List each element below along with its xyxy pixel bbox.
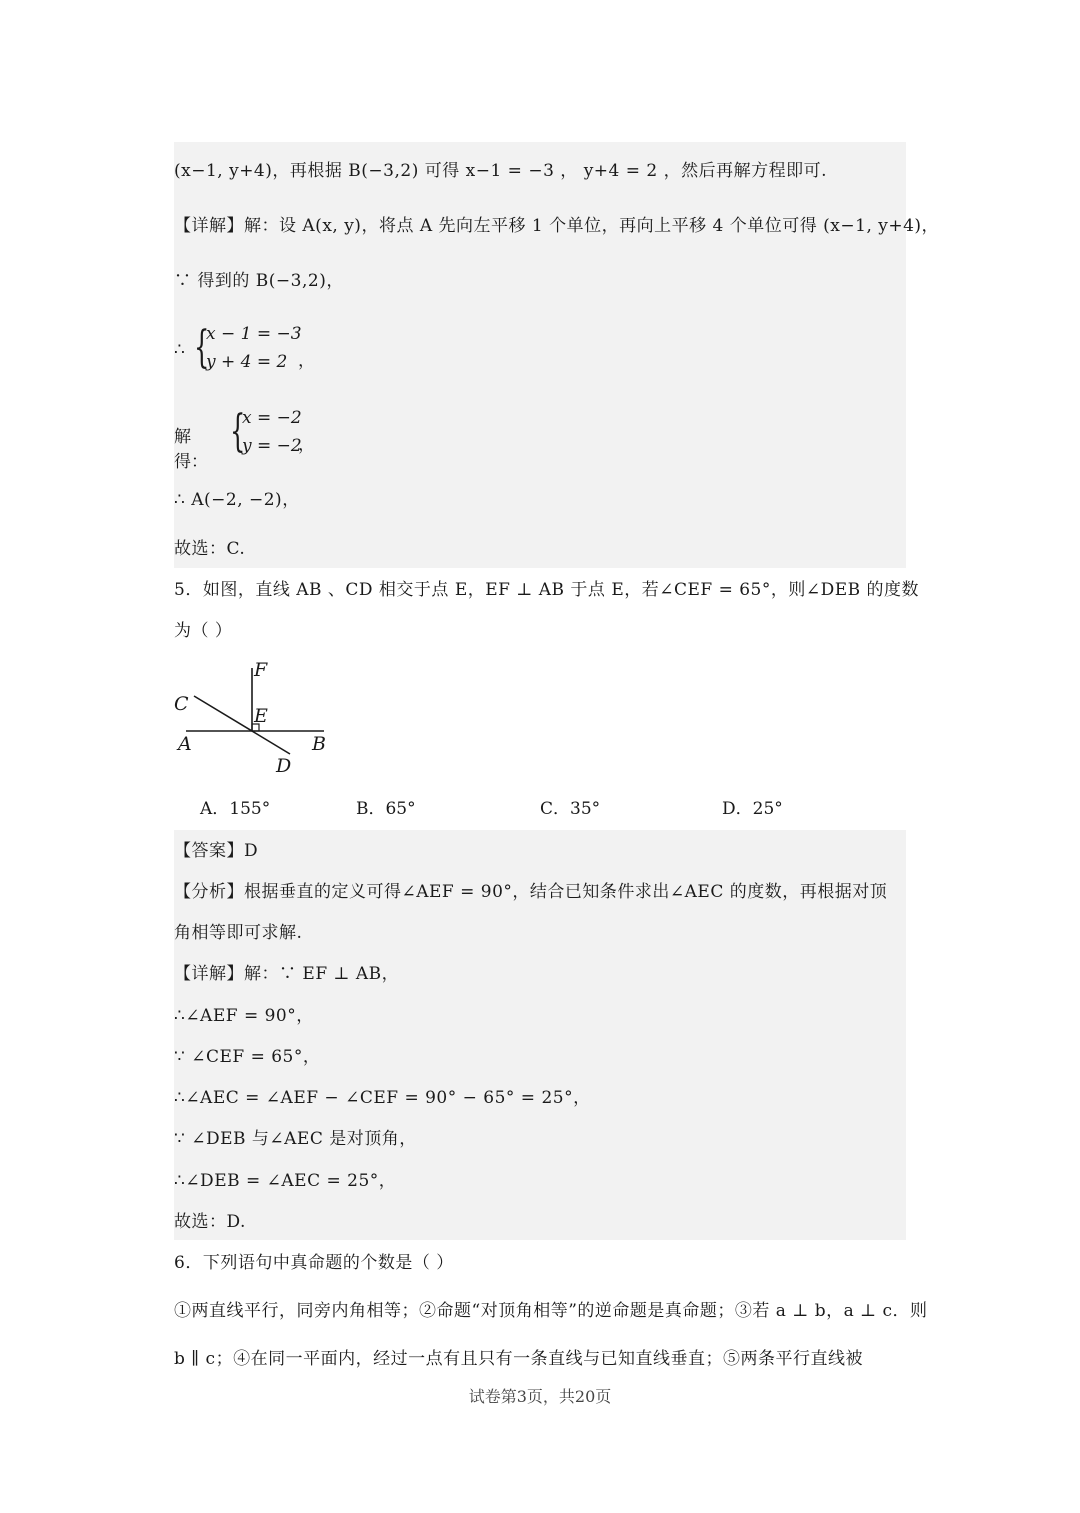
page-footer: 试卷第3页，共20页 [468,1387,612,1406]
therefore-symbol: ∴ [174,340,185,360]
q4-choice: 故选：C. [174,539,246,559]
q5-option-d[interactable]: D．25° [722,799,783,819]
q5-detail-line: ∵ ∠CEF = 65°， [174,1047,321,1067]
q5-detail-line: 【详解】解：∵ EF ⊥ AB， [174,964,400,984]
label-f: F [254,659,268,681]
label-a: A [178,733,192,755]
q5-detail-line: ∴∠AEC = ∠AEF − ∠CEF = 90° − 65° = 25°， [174,1088,591,1108]
label-c: C [174,693,189,715]
line-cd [194,696,290,754]
q6-line2: b ∥ c；④在同一平面内，经过一点有且只有一条直线与已知直线垂直；⑤两条平行直线被 [174,1349,864,1369]
solve-label: 解得： [174,427,208,472]
q4-result: ∴ A(−2, −2)， [174,490,300,510]
q5-detail-line: ∵ ∠DEB 与∠AEC 是对顶角， [174,1129,417,1149]
q5-answer: 【答案】D [174,841,259,861]
q5-option-b[interactable]: B．65° [356,799,416,819]
q5-figure [170,656,340,780]
system2-eq2: y = −2 [242,436,302,456]
q5-stem-line2: 为（ ） [174,621,233,641]
q5-detail-line: ∴∠AEF = 90°， [174,1006,314,1026]
system2-eq1: x = −2 [242,408,302,428]
label-b: B [312,733,326,755]
q4-detail: 【详解】解：设 A(x, y)，将点 A 先向左平移 1 个单位，再向上平移 4 个单位可得 (x−1, y+4)， [174,216,940,236]
q5-analysis-line2: 角相等即可求解. [174,923,303,943]
q5-choice: 故选：D. [174,1212,246,1232]
system1-eq2: y + 4 = 2 [206,352,288,372]
q5-analysis-line1: 【分析】根据垂直的定义可得∠AEF = 90°，结合已知条件求出∠AEC 的度数，再根据对顶 [174,882,888,902]
label-d: D [276,755,292,777]
q5-option-a[interactable]: A．155° [200,799,271,819]
q4-analysis-tail: (x−1, y+4)，再根据 B(−3,2) 可得 x−1 = −3 ， y+4 = 2 ，然后再解方程即可. [174,161,828,181]
q5-option-c[interactable]: C．35° [540,799,601,819]
q5-detail-line: ∴∠DEB = ∠AEC = 25°， [174,1171,397,1191]
system1-eq1: x − 1 = −3 [206,324,302,344]
q4-because: ∵ 得到的 B(−3,2)， [174,271,344,291]
q6-line1: ①两直线平行，同旁内角相等；②命题“对顶角相等”的逆命题是真命题；③若 a ⊥ b，a ⊥ c．则 [174,1301,928,1321]
q5-stem-line1: 5．如图，直线 AB 、CD 相交于点 E，EF ⊥ AB 于点 E，若∠CEF = 65°，则∠DEB 的度数 [174,580,920,600]
label-e: E [254,705,268,727]
q6-stem: 6．下列语句中真命题的个数是（ ） [174,1253,454,1273]
